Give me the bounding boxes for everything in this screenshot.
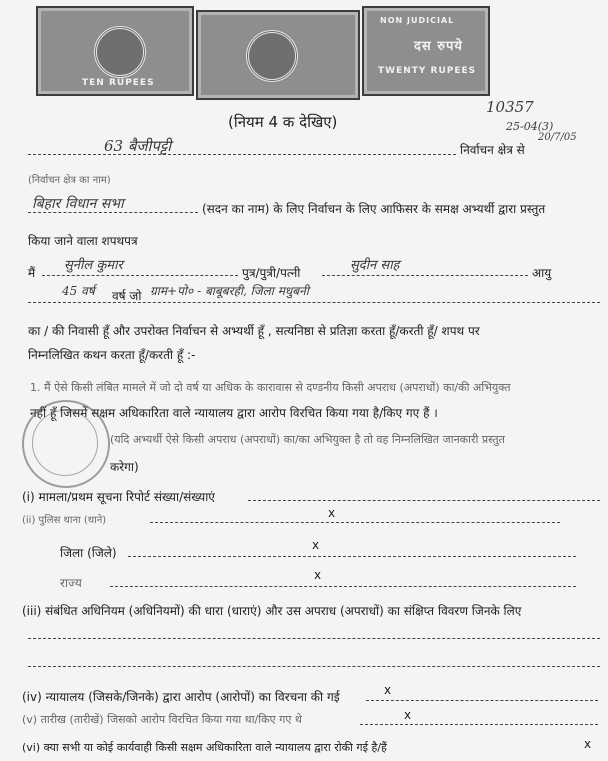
house-value: बिहार विधान सभा (32, 196, 124, 212)
stamp-paper-3 (362, 6, 490, 96)
father-line (322, 275, 528, 276)
age-value: 45 वर्ष (62, 284, 95, 298)
field-vi-label: (vi) क्या सभी या कोई कार्यवाही किसी सक्षम अधिकारिता वाले न्यायालय द्वारा रोकी गई है/हैं (22, 741, 387, 754)
statement-line: निम्नलिखित कथन करता हूँ/करती हूँ :- (28, 348, 196, 362)
district-line (128, 556, 576, 557)
field-iii-line-1 (28, 638, 600, 639)
address-line (28, 302, 600, 303)
state-label: राज्य (60, 576, 82, 590)
relation-label: पुत्र/पुत्री/पत्नी (242, 266, 301, 280)
district-label: जिला (जिले) (60, 546, 117, 560)
cross-mark-3: x (314, 568, 322, 582)
constituency-line (28, 154, 456, 155)
field-ii-label: (ii) पुलिस थाना (थाने) (22, 515, 107, 526)
stamp-text-1: TEN RUPEES (82, 78, 155, 88)
candidate-name: सुनील कुमार (64, 258, 123, 273)
house-text: (सदन का नाम) के लिए निर्वाचन के लिए आफिसर के समक्ष अभ्यर्थी द्वारा प्रस्तुत (202, 202, 546, 216)
resident-line: का / की निवासी हूँ और उपरोक्त निर्वाचन से अभ्यर्थी हूँ , सत्यनिष्ठा से प्रतिज्ञा करता हूँ/करती हूँ/ शपथ पर (28, 324, 480, 338)
constituency-label: निर्वाचन क्षेत्र से (460, 143, 525, 157)
stamp-paper-1 (36, 6, 194, 96)
round-stamp-seal-icon (22, 400, 110, 488)
age-label: आयु (532, 266, 552, 280)
affidavit-line: किया जाने वाला शपथपत्र (28, 234, 138, 248)
item1-line-b: नहीं हूँ जिसमें सक्षम अधिकारिता वाले न्यायालय द्वारा आरोप विरचित किया गया है/किए गए हैं । (30, 406, 438, 420)
item2-line-b: करेगा) (110, 460, 139, 474)
candidate-line (42, 275, 238, 276)
corner-note-2: 25-04(3) (506, 120, 554, 133)
field-iv-label: (iv) न्यायालय (जिसके/जिनके) द्वारा आरोप (आरोपों) का विरचना की गई (22, 690, 340, 704)
stamp-paper-2 (196, 10, 360, 100)
stamp-hindi-text: दस रुपये (414, 39, 463, 54)
main-prefix: मैं (28, 266, 36, 280)
form-heading: (नियम 4 क देखिए) (228, 113, 338, 131)
corner-note-1: 10357 (486, 98, 534, 116)
field-i-label: (i) मामला/प्रथम सूचना रिपोर्ट संख्या/संख्याएं (22, 490, 215, 504)
cross-mark-6: x (584, 737, 592, 751)
state-line (110, 586, 576, 587)
field-i-line (248, 500, 600, 501)
field-iv-line (366, 700, 598, 701)
cross-mark-4: x (384, 683, 392, 697)
field-v-line (360, 724, 598, 725)
house-line (28, 212, 198, 213)
item1-line-a: 1. मैं ऐसे किसी लंबित मामले में जो दो वर्ष या अधिक के कारावास से दण्डनीय किसी अपराध (अपराधों) का/की अभियुक्त (30, 381, 511, 394)
address-value: ग्राम+पो० - बाबूबरही, जिला मधुबनी (150, 284, 309, 298)
stamp-emblem-icon-2 (246, 30, 298, 82)
item2-line-a: (यदि अभ्यर्थी ऐसे किसी अपराध (अपराधों) का/का अभियुक्त है तो वह निम्नलिखित जानकारी प्रस्तुत (110, 433, 505, 446)
stamp-emblem-icon (94, 26, 146, 78)
field-iii-line-2 (28, 666, 600, 667)
stamp-text-3: TWENTY RUPEES (378, 66, 477, 76)
cross-mark-1: x (328, 506, 336, 520)
father-name: सुदीन साह (350, 258, 400, 273)
field-iii-label: (iii) संबंधित अधिनियम (अधिनियमों) की धारा (धाराएं) और उस अपराध (अपराधों) का संक्षिप्त विवरण जिनके लिए (22, 604, 522, 618)
constituency-sub: (निर्वाचन क्षेत्र का नाम) (28, 175, 111, 186)
constituency-value: 63 बैजीपट्टी (104, 137, 172, 155)
field-v-label: (v) तारीख (तारीखें) जिसको आरोप विरचित किया गया था/किए गए थे (22, 713, 302, 726)
field-ii-line (150, 522, 560, 523)
cross-mark-5: x (404, 708, 412, 722)
age-suffix: वर्ष जो (112, 289, 142, 303)
cross-mark-2: x (312, 538, 320, 552)
stamp-top-text: NON JUDICIAL (380, 16, 455, 25)
corner-note-3: 20/7/05 (538, 132, 577, 143)
